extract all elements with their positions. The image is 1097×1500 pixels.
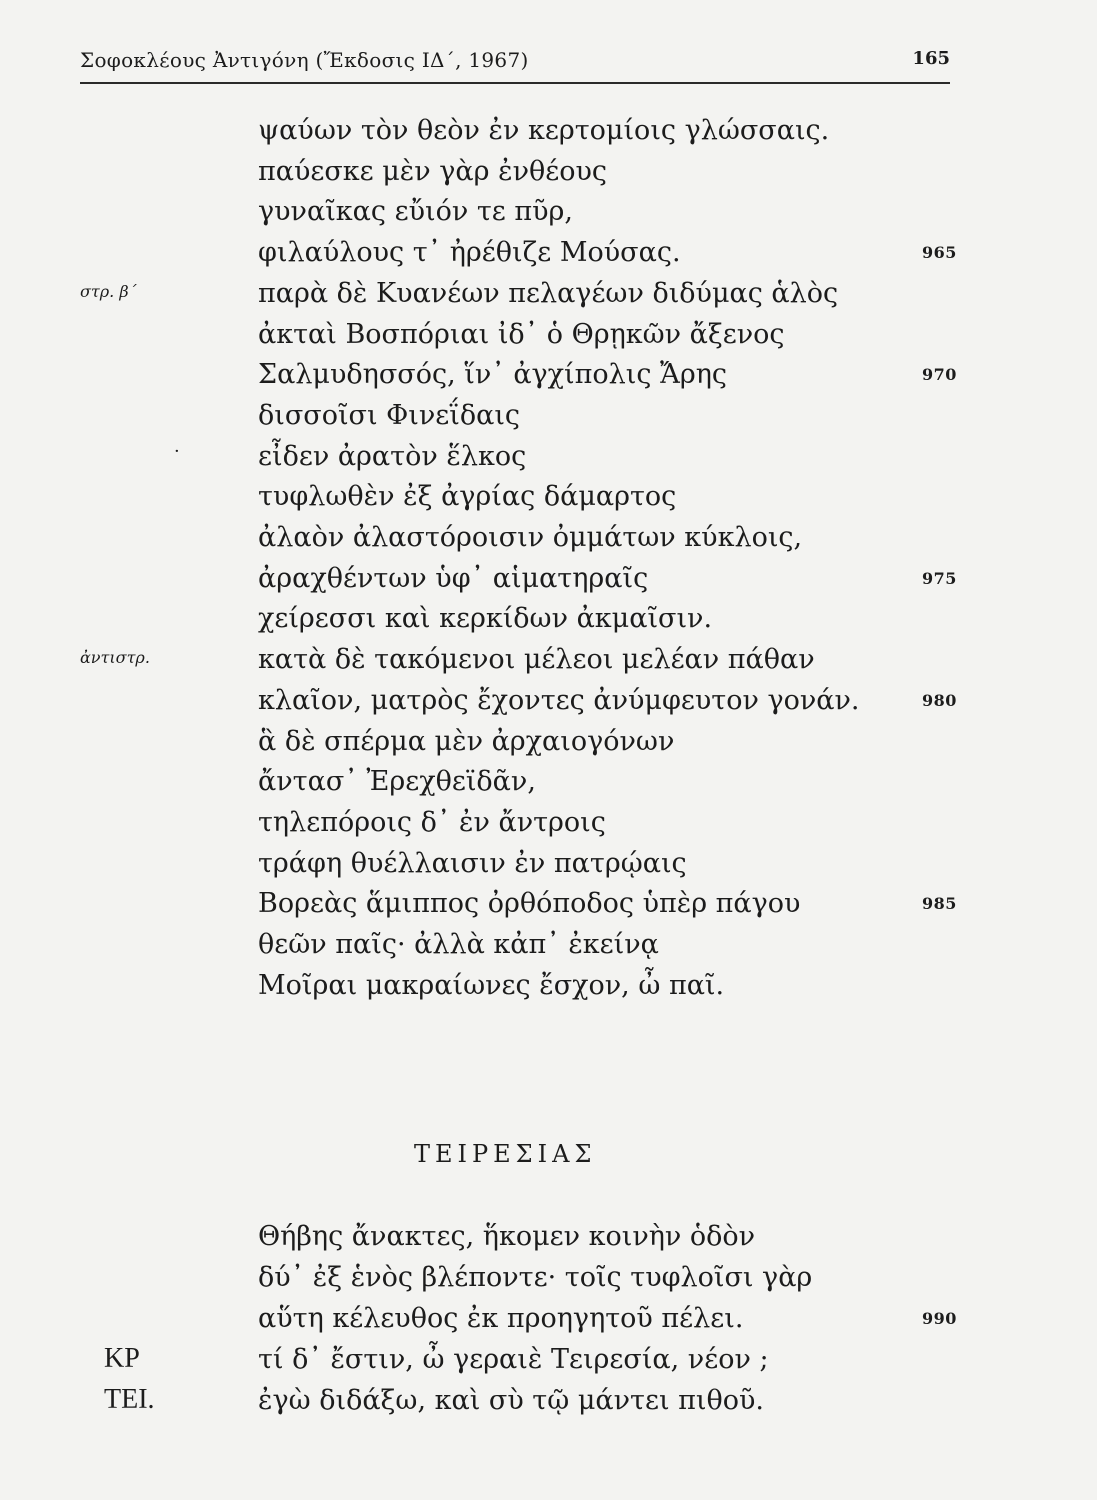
verse-text: Σαλμυδησσός, ἵν᾽ ἀγχίπολις Ἄρης	[258, 359, 728, 391]
verse-line	[0, 391, 1097, 435]
verse-text: θεῶν παῖς· ἀλλὰ κἀπ᾽ ἐκείνᾳ	[258, 929, 659, 960]
verse-line	[0, 350, 1097, 394]
verse-line	[0, 513, 1097, 557]
verse-text: Βορεὰς ἅμιππος ὀρθόποδος ὑπὲρ πάγου	[258, 888, 801, 920]
verse-text: ἃ δὲ σπέρμα μὲν ἀρχαιογόνων	[258, 725, 675, 757]
verse-text: κατὰ δὲ τακόμενοι μέλεοι μελέαν πάθαν	[258, 644, 815, 676]
verse-line	[0, 310, 1097, 354]
verse-text: Θήβης ἄνακτες, ἥκομεν κοινὴν ὁδὸν	[258, 1221, 756, 1252]
margin-note: ἀντιστρ.	[80, 648, 150, 668]
verse-line	[0, 879, 1097, 923]
verse-text: δισσοῖσι Φινεΐδαις	[258, 399, 521, 431]
verse-line	[0, 1253, 1097, 1297]
verse-text: ἄντασ᾽ Ἐρεχθεϊδᾶν,	[258, 766, 536, 798]
verse-line	[0, 798, 1097, 842]
speaker-label: ΚΡ	[104, 1343, 140, 1374]
verse-text: ἀκταὶ Βοσπόριαι ἰδ᾽ ὁ Θρῃκῶν ἄξενος	[258, 318, 785, 350]
verse-line	[0, 187, 1097, 231]
speaker-label: ΤΕΙ.	[104, 1384, 155, 1415]
verse-text: φιλαύλους τ᾽ ἠρέθιζε Μούσας.	[258, 237, 681, 269]
verse-line	[0, 269, 1097, 313]
verse-text: κλαῖον, ματρὸς ἔχοντες ἀνύμφευτον γονάν.	[258, 684, 860, 716]
verse-line	[0, 757, 1097, 801]
line-number: 990	[922, 1309, 957, 1328]
verse-line	[0, 1335, 1097, 1379]
verse-text: ἀραχθέντων ὑφ᾽ αἱματηραῖς	[258, 562, 649, 594]
verse-line	[0, 920, 1097, 964]
verse-line	[0, 594, 1097, 638]
line-number: 980	[922, 690, 957, 710]
verse-line	[0, 1212, 1097, 1256]
verse-text: γυναῖκας εὔιόν τε πῦρ,	[258, 196, 573, 228]
margin-note: στρ. β΄	[80, 281, 137, 301]
verse-line	[0, 106, 1097, 150]
verse-text: ἀλαὸν ἀλαστόροισιν ὀμμάτων κύκλοις,	[258, 522, 803, 553]
line-number: 970	[922, 365, 957, 385]
verse-line	[0, 635, 1097, 679]
verse-line	[0, 717, 1097, 761]
verse-line	[0, 676, 1097, 720]
verse-text: παύεσκε μὲν γὰρ ἐνθέους	[258, 155, 608, 187]
verse-line	[0, 839, 1097, 883]
verse-text: ψαύων τὸν θεὸν ἐν κερτομίοις γλώσσαις.	[258, 115, 830, 146]
verse-line	[0, 147, 1097, 191]
verse-line	[0, 472, 1097, 516]
verse-text: τυφλωθὲν ἐξ ἀγρίας δάμαρτος	[258, 481, 677, 513]
verse-text: δύ᾽ ἐξ ἑνὸς βλέποντε· τοῖς τυφλοῖσι γὰρ	[258, 1262, 813, 1293]
verse-text: εἶδεν ἀρατὸν ἕλκος	[258, 440, 527, 472]
speaker-heading-row	[0, 1136, 1097, 1172]
page-number: 165	[912, 48, 950, 69]
speaker-heading: ΤΕΙΡΕΣΙΑΣ	[414, 1140, 597, 1168]
verse-text: χείρεσσι καὶ κερκίδων ἀκμαῖσιν.	[258, 603, 713, 635]
verse-line	[0, 1294, 1097, 1338]
line-number: 975	[922, 568, 957, 588]
verse-text: αὕτη κέλευθος ἐκ προηγητοῦ πέλει.	[258, 1303, 744, 1334]
verse-line	[0, 554, 1097, 598]
header-rule	[80, 82, 950, 84]
verse-text: Μοῖραι μακραίωνες ἔσχον, ὦ παῖ.	[258, 969, 725, 1001]
verse-text: τράφη θυέλλαισιν ἐν πατρῴαις	[258, 847, 687, 879]
verse-line	[0, 961, 1097, 1005]
line-number: 965	[922, 243, 957, 263]
verse-line	[0, 432, 1097, 476]
header-title: Σοφοκλέους Ἀντιγόνη (Ἔκδοσις ΙΔ΄, 1967)	[80, 48, 529, 72]
verse-text: τί δ᾽ ἔστιν, ὦ γεραιὲ Τειρεσία, νέον ;	[258, 1344, 769, 1375]
line-number: 985	[922, 894, 957, 914]
verse-line	[0, 228, 1097, 272]
verse-line	[0, 1376, 1097, 1420]
running-header	[80, 44, 950, 84]
verse-text: τηλεπόροις δ᾽ ἐν ἄντροις	[258, 806, 606, 838]
verse-text: ἐγὼ διδάξω, καὶ σὺ τῷ μάντει πιθοῦ.	[258, 1385, 764, 1416]
verse-text: παρὰ δὲ Κυανέων πελαγέων διδύμας ἁλὸς	[258, 277, 839, 309]
margin-mark: ·	[174, 440, 180, 462]
